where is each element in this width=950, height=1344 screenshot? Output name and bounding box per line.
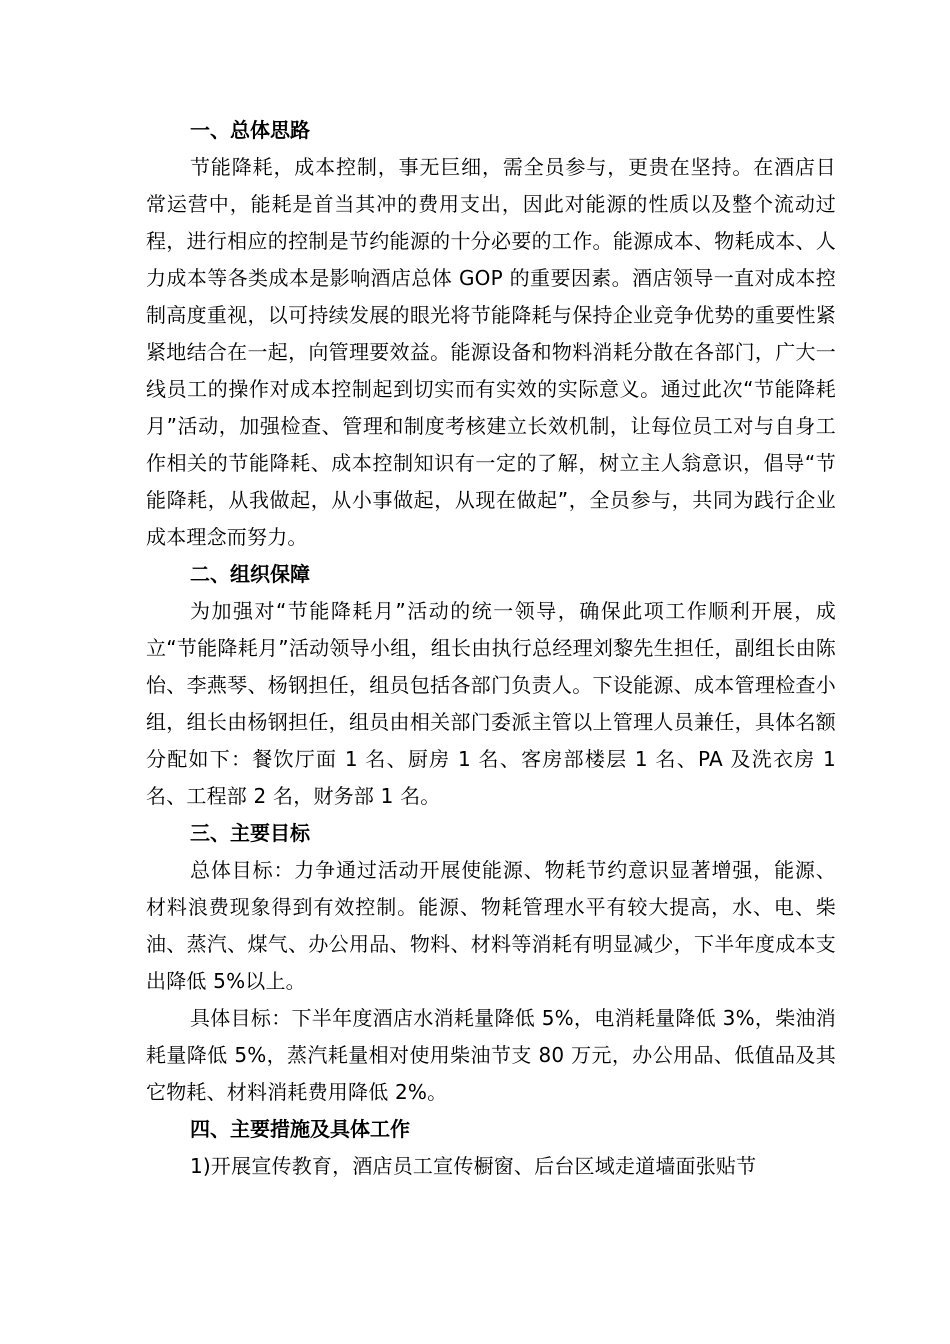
section-heading: 一、总体思路 [190,118,310,142]
section-heading: 四、主要措施及具体工作 [190,1117,410,1141]
section-paragraph: 为加强对“节能降耗月”活动的统一领导，确保此项工作顺利开展，成立“节能降耗月”活动领导小组，组长由执行总经理刘黎先生担任，副组长由陈怡、李燕琴、杨钢担任，组员包括各部门负责人。下设能源、成本管理检查小组，组长由杨钢担任，组员由相关部门委派主管以上管理人员兼任，具体名额分配如下：餐饮厅面 1 名、厨房 1 名、客房部楼层 1 名、PA 及洗衣房 1 名、工程部 2 名，财务部 1 名。 [146,599,836,808]
section-paragraph: 节能降耗，成本控制，事无巨细，需全员参与，更贵在坚持。在酒店日常运营中，能耗是首当其冲的费用支出，因此对能源的性质以及整个流动过程，进行相应的控制是节约能源的十分必要的工作。能源成本、物耗成本、人力成本等各类成本是影响酒店总体 GOP 的重要因素。酒店领导一直对成本控制高度重视，以可持续发展的眼光将节能降耗与保持企业竞争优势的重要性紧紧地结合在一起，向管理要效益。能源设备和物料消耗分散在各部门，广大一线员工的操作对成本控制起到切实而有实效的实际意义。通过此次“节能降耗月”活动，加强检查、管理和制度考核建立长效机制，让每位员工对与自身工作相关的节能降耗、成本控制知识有一定的了解，树立主人翁意识，倡导“节能降耗，从我做起，从小事做起，从现在做起”，全员参与，共同为践行企业成本理念而努力。 [146,155,836,549]
section-paragraph: 具体目标：下半年度酒店水消耗量降低 5%，电消耗量降低 3%，柴油消耗量降低 5%，蒸汽耗量相对使用柴油节支 80 万元，办公用品、低值品及其它物耗、材料消耗费用降低 2%。 [146,1006,836,1104]
section-paragraph: 总体目标：力争通过活动开展使能源、物耗节约意识显著增强，能源、材料浪费现象得到有效控制。能源、物耗管理水平有较大提高，水、电、柴油、蒸汽、煤气、办公用品、物料、材料等消耗有明显减少，下半年度成本支出降低 5%以上。 [146,858,836,993]
section-heading: 三、主要目标 [190,821,310,845]
section-paragraph: 1)开展宣传教育，酒店员工宣传橱窗、后台区域走道墙面张贴节 [190,1154,757,1178]
document-body [146,112,836,1185]
section-heading: 二、组织保障 [190,562,310,586]
